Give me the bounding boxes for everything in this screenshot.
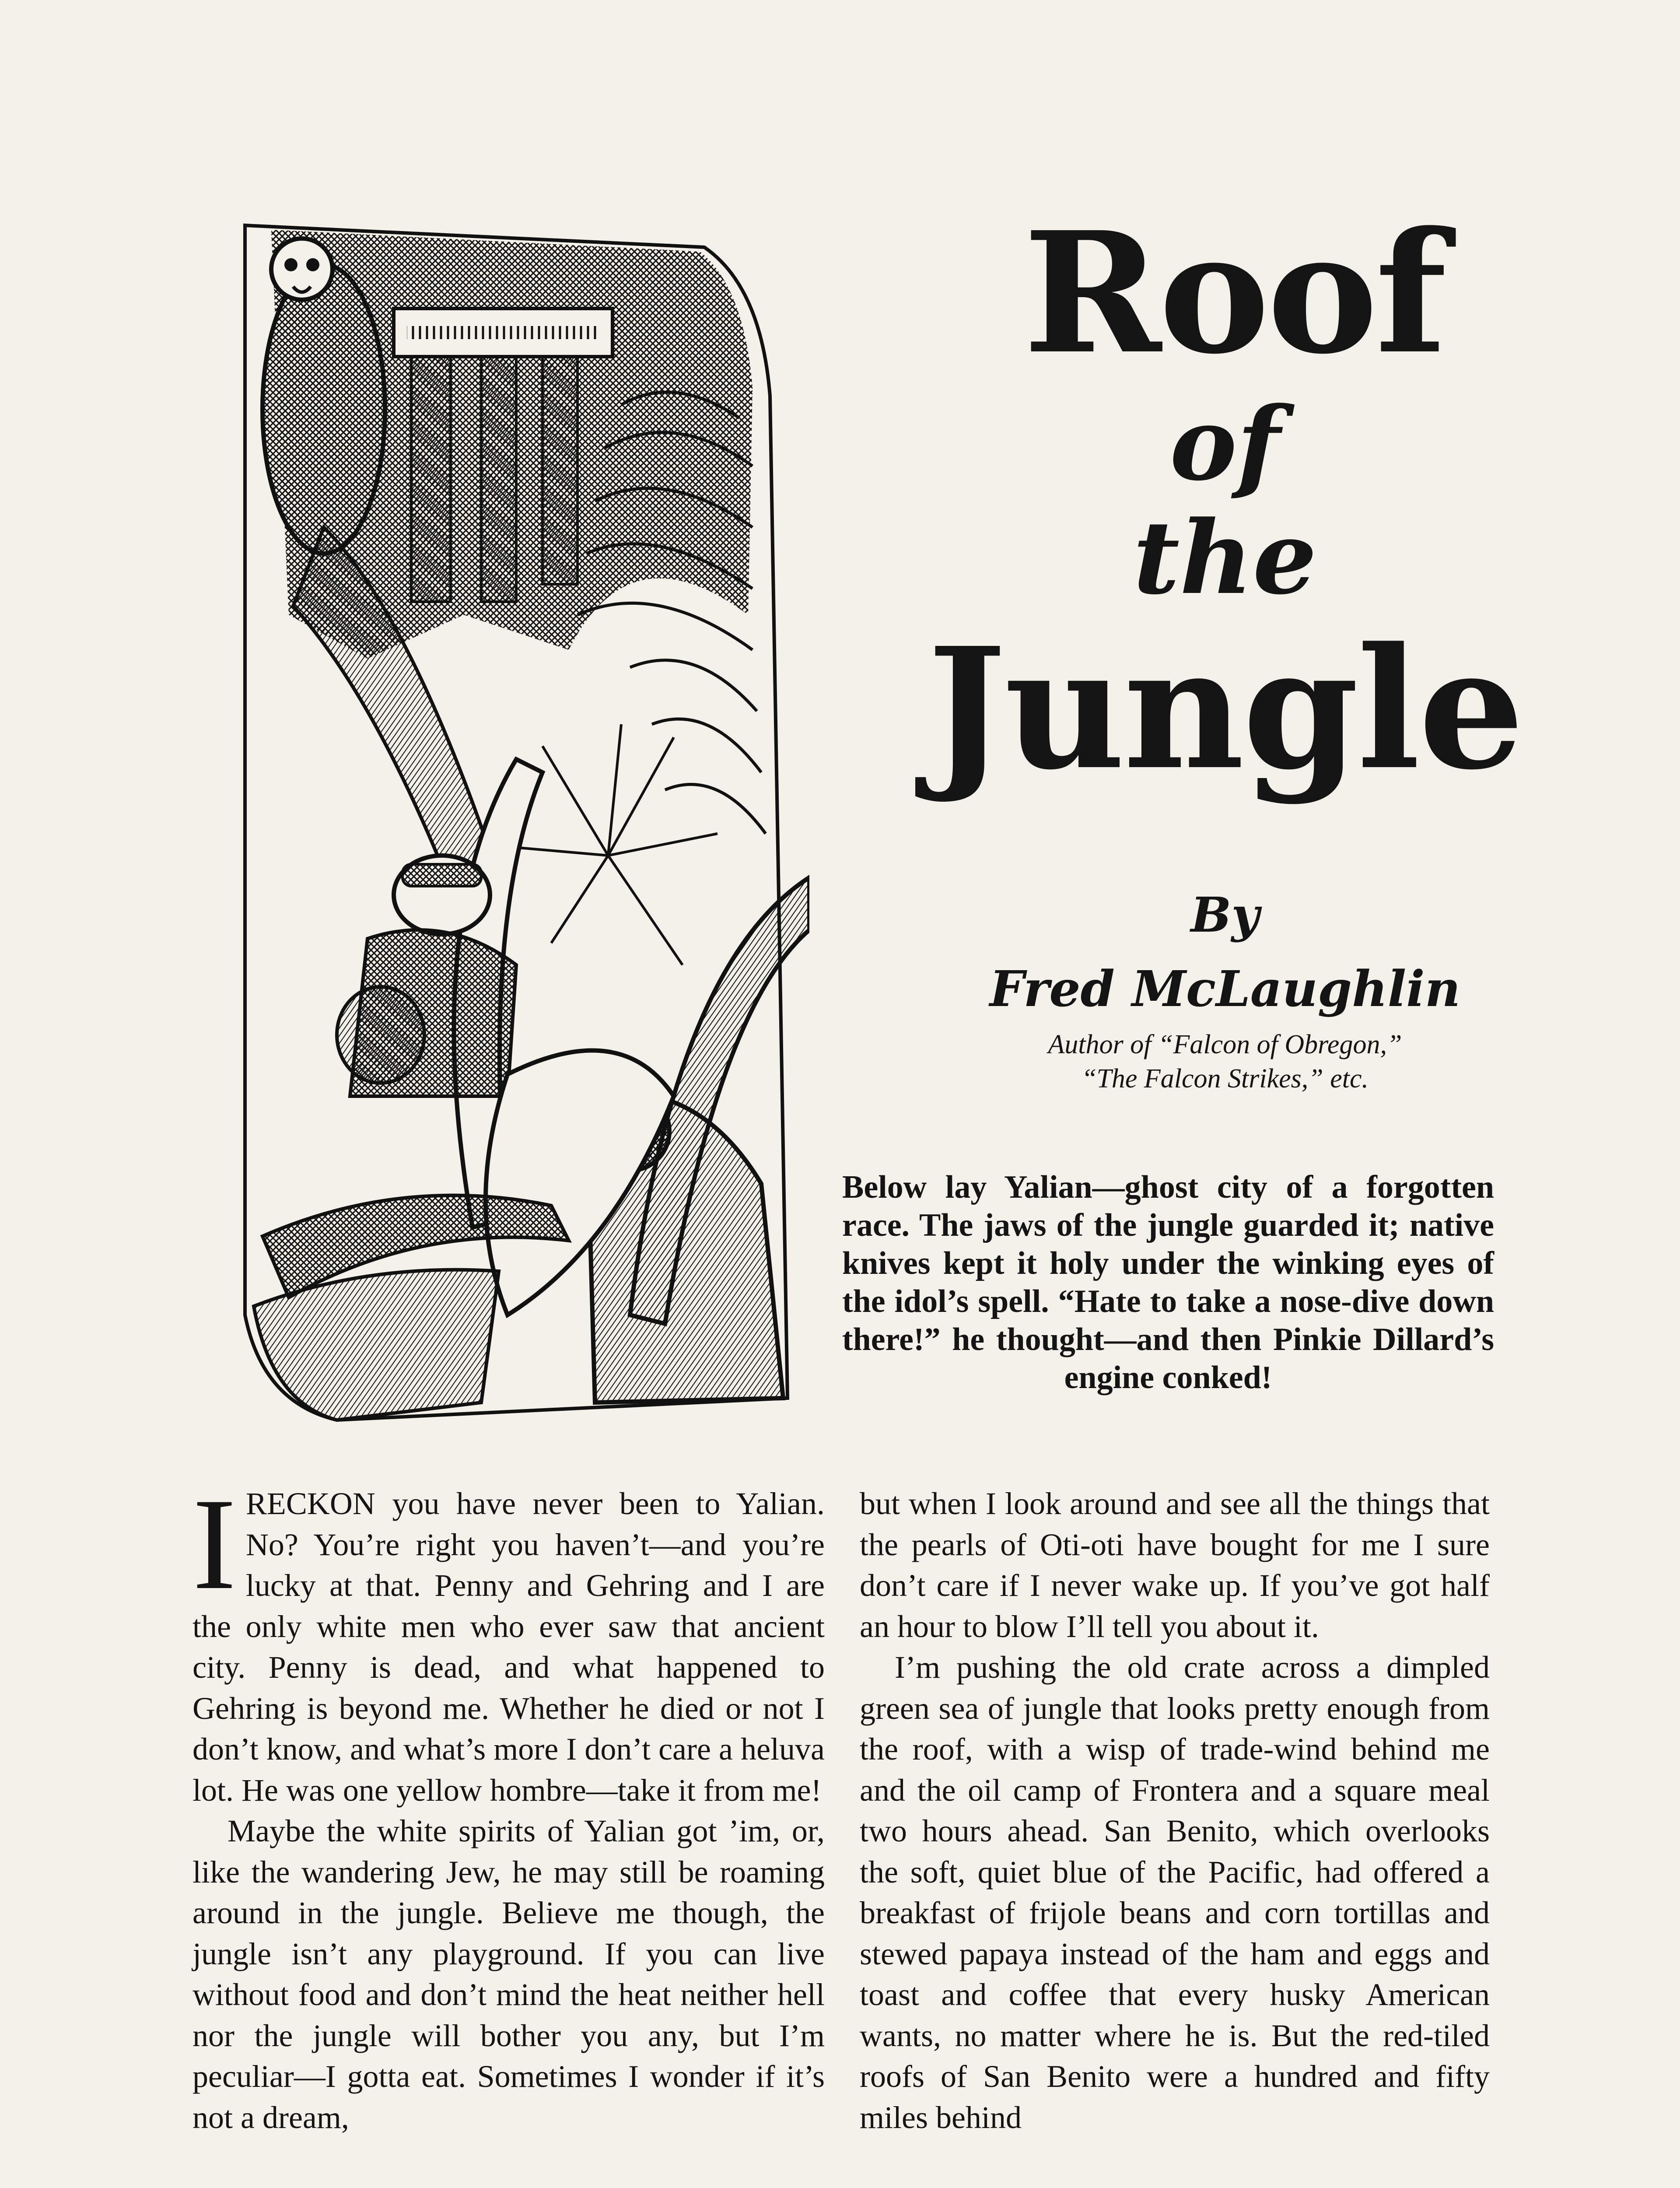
paragraph-2: Maybe the white spirits of Yalian got ’im, or, like the wandering Jew, he may still be roaming around in the jungle. Believe me though, the jungle isn’t any playground. If you can live without food and don’t mind the heat neither hell nor the jungle will bother you any, but I’m peculiar—I gotta eat. Sometimes I wonder if it’s not a dream, xyxy=(192,1813,825,2135)
author-credits xyxy=(897,1028,1553,1096)
by-label: By xyxy=(1190,887,1260,943)
title-line-of: of xyxy=(1169,385,1281,503)
story-illustration xyxy=(236,221,809,1442)
paragraph-1 xyxy=(192,1471,825,1811)
credit-line-1: Author of “Falcon of Obregon,” xyxy=(1048,1030,1402,1059)
title-line-the: the xyxy=(1133,499,1317,617)
illustration-svg xyxy=(236,221,809,1442)
author-name: Fred McLaughlin xyxy=(989,961,1461,1018)
story-blurb: Below lay Yalian—ghost city of a forgotten race. The jaws of the jungle guarded it; native knives kept it holy under the winking eyes of the idol’s spell. “Hate to take a nose-dive down there!” he thought—and then Pinkie Dillard’s engine conked! xyxy=(842,1169,1494,1396)
body-column-left xyxy=(192,1471,825,2138)
paragraph-4: I’m pushing the old crate across a dimpled green sea of jungle that looks pretty enough from the roof, with a wisp of trade-wind behind me and the oil camp of Frontera and a square meal two hours ahead. San Benito, which overlooks the soft, quiet blue of the Pacific, had offered a breakfast of frijole beans and corn tortillas and stewed papaya instead of the ham and eggs and toast and coffee that every husky American wants, no matter where he is. But the red-tiled roofs of San Benito were a hundred and fifty miles behind xyxy=(860,1650,1490,2135)
title-line-roof: Roof xyxy=(1023,195,1445,391)
title-line-jungle: Jungle xyxy=(927,611,1523,806)
paragraph-1-text: RECKON you have never been to Yalian. No? You’re right you haven’t—and you’re lucky at that. Penny and Gehring and I are the only white men who ever saw that ancient city. Penny is dead, and what happened to Gehring is beyond me. Whether he died or not I don’t know, and what’s more I don’t care a heluva lot. He was one yellow hombre—take it from me! xyxy=(192,1486,825,1808)
byline xyxy=(897,888,1553,1096)
drop-cap: I xyxy=(192,1471,236,1616)
story-title xyxy=(897,195,1553,806)
paragraph-3: but when I look around and see all the things that the pearls of Oti-oti have bought for me I sure don’t care if I never wake up. If you’ve got half an hour to blow I’ll tell you about it. xyxy=(860,1486,1490,1644)
credit-line-2: “The Falcon Strikes,” etc. xyxy=(1081,1063,1369,1094)
body-column-right xyxy=(860,1483,1490,2138)
